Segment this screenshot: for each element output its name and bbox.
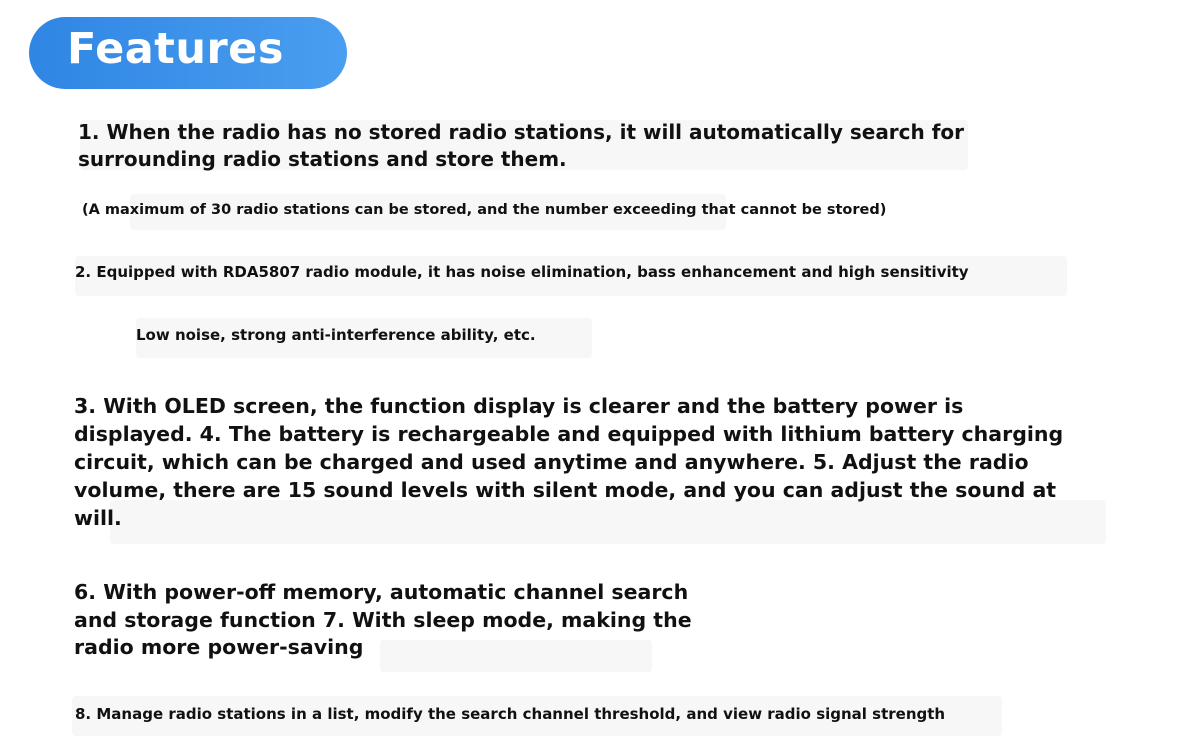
feature-6-7-line-1: 6. With power-off memory, automatic channel search	[74, 580, 689, 604]
feature-2: 2. Equipped with RDA5807 radio module, it has noise elimination, bass enhancement and high sensitivity	[75, 263, 969, 281]
feature-3-5-line-4: volume, there are 15 sound levels with silent mode, and you can adjust the sound at	[74, 478, 1057, 502]
feature-3-5-line-3: circuit, which can be charged and used anytime and anywhere. 5. Adjust the radio	[74, 450, 1029, 474]
feature-3-5	[74, 392, 1063, 532]
feature-3-5-line-1: 3. With OLED screen, the function display is clearer and the battery power is	[74, 394, 964, 418]
feature-1-note: (A maximum of 30 radio stations can be stored, and the number exceeding that cannot be stored)	[82, 202, 887, 218]
feature-1	[78, 119, 964, 173]
feature-6-7-line-3: radio more power-saving	[74, 635, 364, 659]
feature-2-detail: Low noise, strong anti-interference ability, etc.	[136, 326, 536, 344]
feature-6-7	[74, 579, 692, 662]
feature-1-line-1: 1. When the radio has no stored radio stations, it will automatically search for	[78, 120, 965, 144]
feature-3-5-line-5: will.	[74, 506, 122, 530]
feature-6-7-line-2: and storage function 7. With sleep mode, making the	[74, 607, 692, 632]
features-title-badge	[29, 17, 347, 89]
page-title: Features	[67, 24, 284, 74]
feature-3-5-line-2: displayed. 4. The battery is rechargeable and equipped with lithium battery charging	[74, 422, 1064, 446]
feature-1-line-2: surrounding radio stations and store them.	[78, 147, 567, 171]
feature-8: 8. Manage radio stations in a list, modify the search channel threshold, and view radio signal strength	[75, 705, 946, 723]
